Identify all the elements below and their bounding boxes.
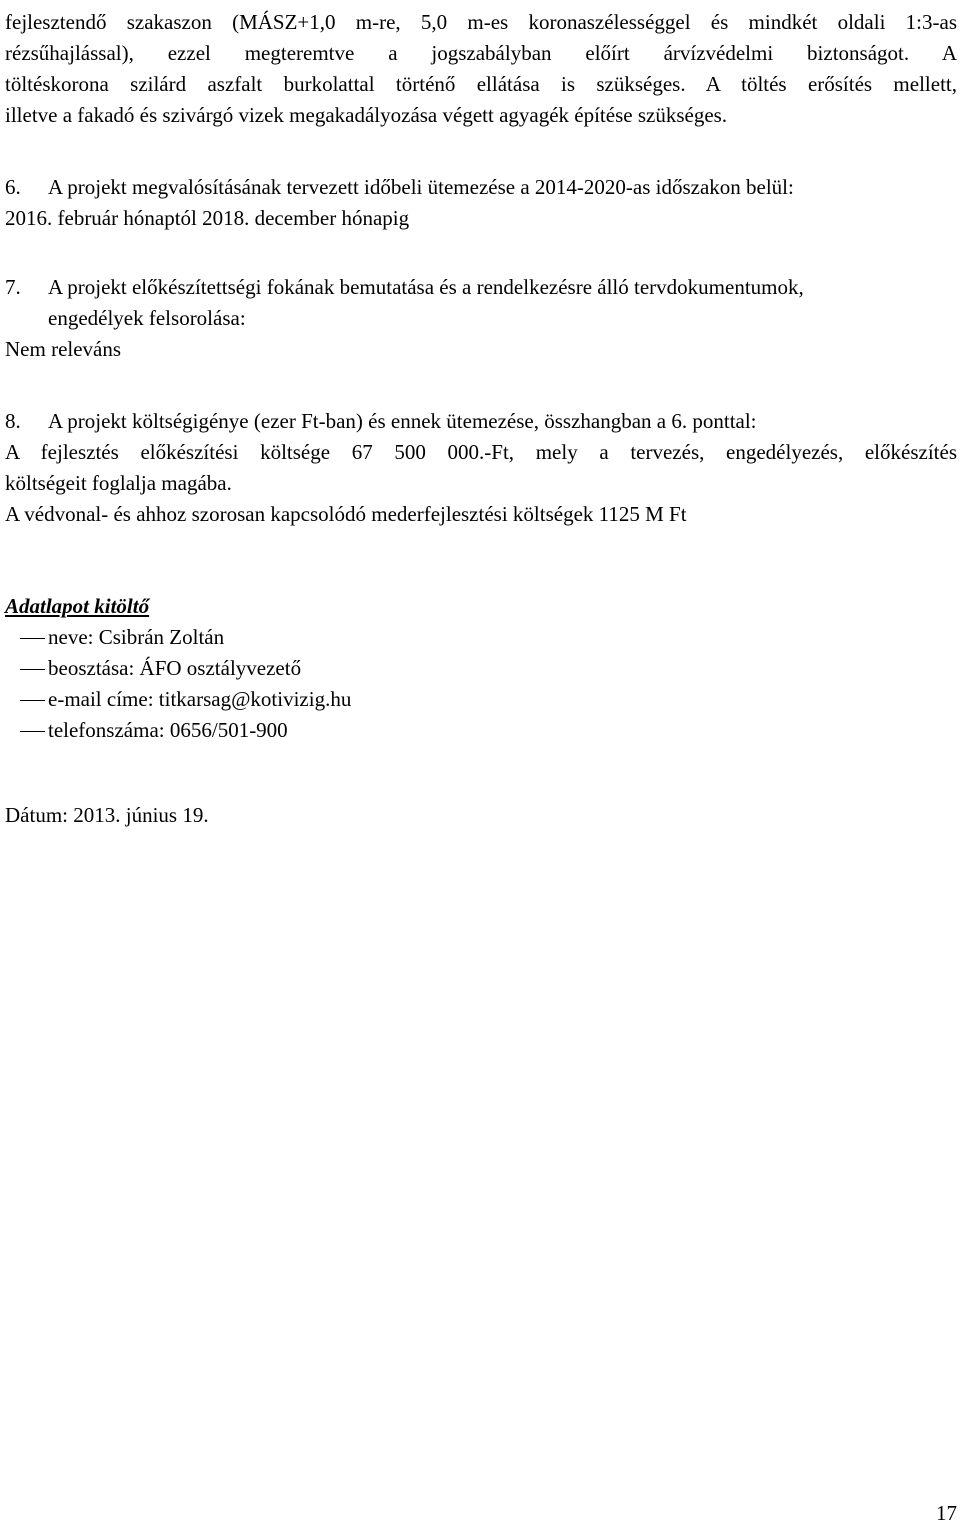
section-8 <box>5 406 957 437</box>
intro-line: fejlesztendő szakaszon (MÁSZ+1,0 m-re, 5,0 m-es koronaszélességgel és mindkét oldali 1:3-as <box>5 10 957 34</box>
intro-line: rézsűhajlással), ezzel megteremtve a jogszabályban előírt árvízvédelmi biztonságot. A <box>5 41 957 65</box>
dash-bullet-icon <box>20 700 45 702</box>
section-8-body-line: A védvonal- és ahhoz szorosan kapcsolódó mederfejlesztési költségek 1125 M Ft <box>5 502 687 526</box>
section-6-body: 2016. február hónaptól 2018. december hónapig <box>5 206 410 230</box>
list-item <box>5 622 957 653</box>
section-7-heading-line: A projekt előkészítettségi fokának bemutatása és a rendelkezésre álló tervdokumentumok, <box>48 275 804 299</box>
date-line: Dátum: 2013. június 19. <box>5 803 209 827</box>
document-page <box>5 7 957 831</box>
section-7-number: 7. <box>5 275 21 299</box>
page-number: 17 <box>936 1501 957 1525</box>
section-8-number: 8. <box>5 409 21 433</box>
section-7-body: Nem releváns <box>5 337 122 361</box>
contact-email: e-mail címe: titkarsag@kotivizig.hu <box>48 687 352 711</box>
section-8-body <box>5 437 957 530</box>
list-item <box>5 653 957 684</box>
section-8-body-line: A fejlesztés előkészítési költsége 67 500 000.-Ft, mely a tervezés, engedélyezés, előkészítés <box>5 440 957 464</box>
list-item <box>5 684 957 715</box>
intro-line: illetve a fakadó és szivárgó vizek megakadályozása végett agyagék építése szükséges. <box>5 103 728 127</box>
section-7 <box>5 272 957 334</box>
section-7-heading-line: engedélyek felsorolása: <box>48 306 246 330</box>
section-6 <box>5 172 957 203</box>
contact-phone: telefonszáma: 0656/501-900 <box>48 718 288 742</box>
list-item <box>5 715 957 746</box>
section-6-number: 6. <box>5 175 21 199</box>
section-8-heading: A projekt költségigénye (ezer Ft-ban) és ennek ütemezése, összhangban a 6. ponttal: <box>48 409 757 433</box>
contact-position: beosztása: ÁFO osztályvezető <box>48 656 302 680</box>
dash-bullet-icon <box>20 638 45 640</box>
dash-bullet-icon <box>20 669 45 671</box>
contact-name: neve: Csibrán Zoltán <box>48 625 225 649</box>
section-8-body-line: költségeit foglalja magába. <box>5 471 232 495</box>
intro-line: töltéskorona szilárd aszfalt burkolattal történő ellátása is szükséges. A töltés erősítés mellett, <box>5 72 957 96</box>
intro-paragraph <box>5 7 957 131</box>
contact-list <box>5 622 957 746</box>
section-6-heading: A projekt megvalósításának tervezett időbeli ütemezése a 2014-2020-as időszakon belül: <box>48 175 794 199</box>
adatlap-title: Adatlapot kitöltő <box>5 594 150 618</box>
dash-bullet-icon <box>20 731 45 733</box>
section-7-heading <box>48 272 957 334</box>
